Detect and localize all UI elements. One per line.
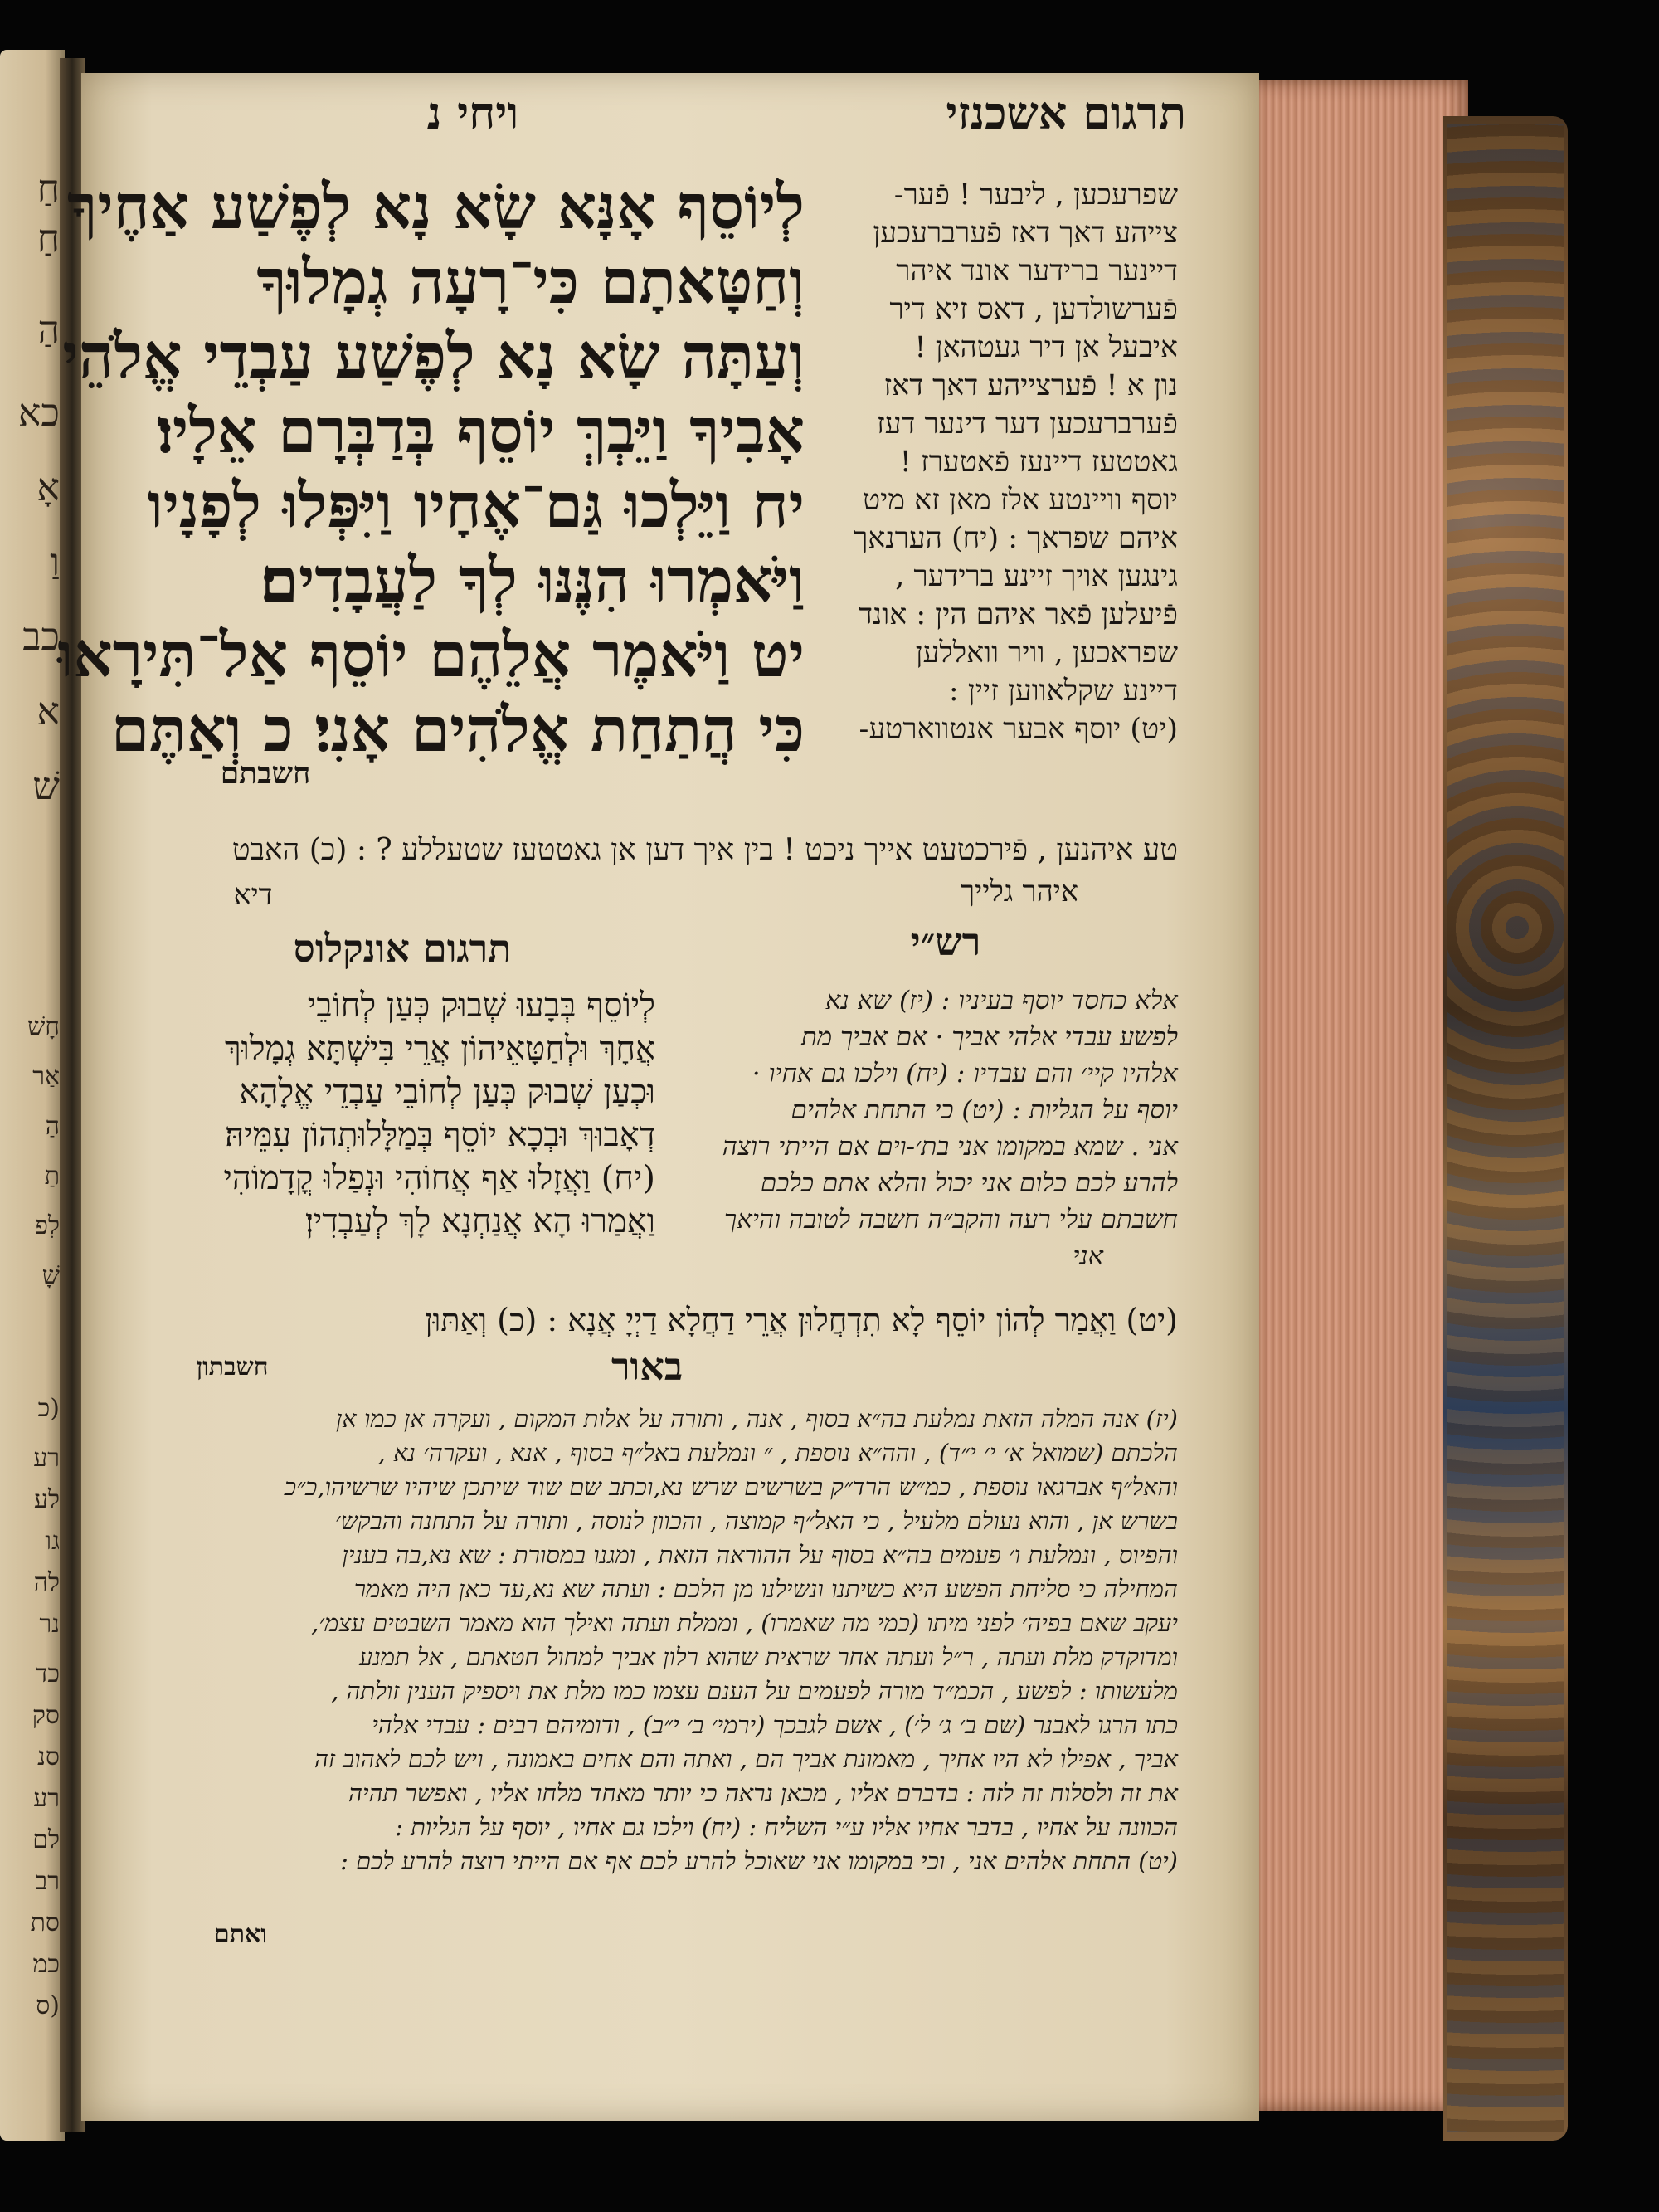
onkelos-translation: [124, 984, 655, 1243]
left-page-text-fragment: א: [36, 689, 60, 733]
left-page-text-fragment: (ס: [36, 1991, 60, 2020]
yiddish-line: פֿיעלען פֿאר איהם הין : אונד: [859, 598, 1178, 631]
left-page-text-fragment: לם: [32, 1825, 60, 1854]
rashi-commentary: [664, 982, 1178, 1274]
left-page-text-fragment: שָׁ: [41, 1261, 60, 1290]
page-edges: [1244, 80, 1468, 2111]
yiddish-line: שפראכען , וויר וואללען: [915, 636, 1178, 670]
left-page-text-fragment: סנ: [37, 1742, 60, 1771]
hebrew-line: כִּי הֲתַחַת אֱלֹהִים אָנִי׃ כ וְאַתֶּם: [110, 694, 805, 766]
rashi-line: אני . שמא במקומו אני בת׳-וים אם הייתי רוצה: [722, 1132, 1178, 1162]
catchword-left: דיא: [233, 879, 273, 912]
hebrew-line: וְעַתָּה שָׂא נָא לְפֶשַׁע עַבְדֵי אֱלֹהֵי: [62, 321, 805, 392]
yiddish-line: (יט) יוסף אבער אנטווארטע-: [859, 713, 1178, 746]
rashi-line: אלהיו קיי׳ והם עבדיו : (יח) וילכו גם אחיו ·: [752, 1059, 1178, 1089]
left-page-text-fragment: חַ: [36, 216, 60, 261]
yiddish-wide-line: טע איהנען , פֿירכטעט אייך ניכט ! בין איך דען אן גאטטעז שטעללע ? : (כ) האבט: [231, 833, 1178, 867]
onkelos-line: דְאָבוּךְ וּבְכָא יוֹסֵף בְּמַלָּלוּתְהוֹן עִמֵּיהּ׃: [225, 1116, 655, 1154]
biur-line: הכוונה על אחיו , בדבר אחיו אליו ע״י השליח : (יח) וילכו גם אחיו , יוסף על הגליות :: [395, 1813, 1178, 1841]
left-page-text-fragment: סק: [32, 1701, 60, 1730]
left-page-text-fragment: אָ: [36, 465, 60, 509]
left-page-text-fragment: סת: [30, 1908, 60, 1937]
onkelos-line: וּכְעַן שְׁבוּק כְּעַן לְחוֹבֵי עַבְדֵי אֱלָהָא: [239, 1073, 655, 1111]
hebrew-catchword: חשבתם: [220, 756, 311, 791]
rashi-line: להרע לכם כלום אני יכול והלא אתם כלכם: [760, 1168, 1178, 1198]
biur-line: (יז) אנה המלה הזאת נמלעת בה״א בסוף , אנה , ותורה על אלות המקום , ועקרה אן כמו אן: [335, 1405, 1178, 1433]
biur-commentary: [141, 1402, 1178, 1878]
left-page-text-fragment: רב: [35, 1867, 60, 1896]
biur-line: יעקב שאם בפיה׳ לפני מיתו (כמי מה שאמרו) , וממלת ועתה ואילך הוא מאמר השבטים עצמ׳,: [311, 1609, 1178, 1637]
left-page-text-fragment: כב: [22, 614, 60, 659]
left-page-text-fragment: לה: [33, 1568, 60, 1597]
yiddish-line: פֿערברעכען דער דינער דעז: [876, 407, 1178, 441]
hebrew-main-text: [57, 170, 805, 767]
left-page-text-fragment: כד: [35, 1659, 60, 1688]
left-page-text-fragment: לִפ: [35, 1211, 60, 1240]
left-page-text-fragment: חַ: [36, 166, 60, 211]
yiddish-line: צייהע דאך דאז פֿערברעכען: [873, 217, 1178, 250]
yiddish-line: דיינע שקלאווען זיין :: [948, 675, 1178, 708]
hebrew-line: אָבִיךָ וַיֵּבְךְּ יוֹסֵף בְּדַבְּרָם אֵלָיו׃: [156, 396, 805, 467]
left-page-text-fragment: גו: [45, 1527, 60, 1556]
left-page-text-fragment: אַר: [32, 1062, 60, 1091]
biur-line: מלעשותו : לפשע , הכמ״ד מורה לפעמים על הענם עצמו כמו מלת את ויספיק הענין זולתה ,: [331, 1677, 1178, 1705]
hebrew-line: וַיֹּאמְרוּ הִנֶּנּוּ לְךָ לַעֲבָדִים׃: [260, 545, 805, 616]
left-page-text-fragment: תַ: [44, 1162, 60, 1191]
biur-line: כתו הרגו לאבנר (שם ב׳ ג׳ ל׳) , אשם לגבכך (ירמי׳ ב׳ י״ב) , ודומיהם רבים : עבדי אלהי: [372, 1711, 1178, 1739]
biur-line: (יט) התחת אלהים אני , וכי במקומו אני שאוכל להרע לכם אף אם הייתי רוצה להרע לכם :: [340, 1847, 1178, 1875]
onkelos-wide-line: (יט) וַאֲמַר לְהוֹן יוֹסֵף לָא תִדְחֲלוּן אֲרֵי דַחֲלָא דַיְיָ אֲנָא : (כ) וְאַתּוּן: [424, 1302, 1178, 1338]
biur-line: והאל״ף אברגאו נוספת , כמ״ש הרד״ק בשרשים שרש נא,וכתב שם שוד שיתכן שיהיו שרשיהו,כ״כ: [285, 1473, 1178, 1501]
onkelos-catchword: חשבתון: [196, 1352, 269, 1381]
marbled-cover-texture: [1447, 124, 1564, 2132]
yiddish-line: גאטטעז דיינעז פֿאטערז !: [899, 446, 1178, 479]
onkelos-line: וַאֲמַרוּ הָא אֲנַחְנָא לָךְ לְעַבְדִין׃: [304, 1202, 655, 1240]
hebrew-line: יט וַיֹּאמֶר אֲלֵהֶם יוֹסֵף אַל־תִּירָאוּ: [57, 620, 805, 691]
yiddish-line: דיינער ברידער אונד איהר: [896, 255, 1178, 288]
left-page-text-fragment: הַ: [37, 307, 60, 352]
yiddish-line: איבעל אן דיר געטהאן !: [914, 331, 1178, 364]
hebrew-line: לְיוֹסֵף אָנָּא שָׂא נָא לְפֶשַׁע אַחֶיךָ: [67, 172, 805, 243]
header-left: ויחי נ: [426, 86, 519, 139]
rashi-line: אלא כחסד יוסף בעיניו : (יז) שא נא: [825, 986, 1178, 1016]
left-page-text-fragment: רע: [33, 1444, 60, 1473]
left-page-text-fragment: נר: [39, 1610, 60, 1639]
left-page-text-fragment: לע: [33, 1485, 60, 1514]
onkelos-line: (יח) וַאֲזָלוּ אַף אֲחוֹהִי וּנְפַלוּ קֳדָמוֹהִי: [223, 1159, 655, 1197]
rashi-line: חשבתם עלי רעה והקב״ה חשבה לטובה והיאך: [724, 1205, 1178, 1235]
catchword-right: איהר גלייך: [960, 875, 1078, 909]
left-page-text-fragment: שׁ: [32, 763, 60, 808]
yiddish-line: יוסף וויינטע אלז מאן זא מיט: [862, 484, 1178, 517]
biur-line: המחילה כי סליחת הפשע היא כשיתנו ונשילנו מן הלכם : ועתה שא נא,עד כאן היה מאמר: [353, 1575, 1178, 1603]
onkelos-line: לְיוֹסֵף בְּבָעוּ שְׁבוּק כְּעַן לְחוֹבֵי: [307, 987, 655, 1025]
hebrew-line: וְחַטָּאתָם כִּי־רָעָה גְמָלוּךָ: [256, 246, 805, 318]
header-right: תרגום אשכנזי: [946, 86, 1186, 139]
biur-line: והפיוס , ונמלעת ו׳ פעמים בה״א בסוף על ההוראה הזאת , ומגנו במסורת : שא נא,בה בענין: [342, 1541, 1178, 1569]
rashi-line: יוסף על הגליות : (יט) כי התחת אלהים: [791, 1095, 1178, 1125]
left-page-text-fragment: כא: [17, 390, 60, 435]
left-page-text-fragment: (כ: [37, 1394, 60, 1423]
onkelos-title: תרגום אונקלוס: [293, 926, 512, 971]
left-page-text-fragment: כמ: [32, 1950, 60, 1979]
biur-line: בשרש אן , והוא נעולם מלעיל , כי האל״ף קמוצה , והכוון לנוסה , ותורה על התחנה והבקש׳: [334, 1507, 1178, 1535]
yiddish-translation: [821, 176, 1178, 748]
biur-line: ומדוקדק מלת ועתה , ר״ל ועתה אחר שראית שהוא רלון אביך למחול חטאתם , אל תמנע: [359, 1643, 1178, 1671]
onkelos-line: אֲחָךְ וּלְחַטָּאֵיהוֹן אֲרֵי בִּישְׁתָּא גְמָלוּךְ: [224, 1030, 655, 1068]
yiddish-line: שפרעכען , ליבער ! פֿער-: [893, 178, 1178, 212]
left-page-text-fragment: חָשׁ: [27, 1012, 60, 1041]
yiddish-line: גינגען אויך זיינע ברידער ,: [895, 560, 1178, 593]
left-page-text-fragment: וַ: [50, 539, 60, 584]
yiddish-line: נון א ! פֿערצייהע דאך דאז: [883, 369, 1178, 402]
biur-title: באור: [611, 1344, 684, 1389]
rashi-line: אני: [1073, 1241, 1103, 1271]
yiddish-line: פֿערשולדען , דאס זיא דיר: [889, 293, 1178, 326]
rashi-line: לפשע עבדי אלהי אביך · אם אביך מת: [800, 1022, 1178, 1052]
biur-line: אביך , אפילו לא היו אחיך , מאמונת אביך הם , ואתה והם אחים באמונה , ויש לכם לאהוב זה: [314, 1745, 1178, 1773]
yiddish-line: איהם שפראך : (יח) הערנאך: [854, 522, 1178, 555]
hebrew-line: יח וַיֵּלְכוּ גַּם־אֶחָיו וַיִּפְּלוּ לְפָנָיו: [147, 470, 805, 542]
left-page-text-fragment: רע: [33, 1784, 60, 1813]
biur-catchword: ואתם: [214, 1920, 267, 1949]
biur-line: הלכתם (שמואל א׳ י׳ י״ד) , והה״א נוספת , ״ ונמלעת באל״ף בסוף , אנא , ועקרה׳ נא ,: [377, 1439, 1178, 1467]
biur-line: את זה ולסלוח זה לזה : בדברם אליו , מכאן נראה כי יותר מאחד מלחו אליו , ואפשר תהיה: [348, 1779, 1178, 1807]
left-page-text-fragment: הַ: [45, 1112, 60, 1141]
left-page-edge: [0, 50, 65, 2141]
rashi-title: רש״י: [910, 919, 981, 964]
